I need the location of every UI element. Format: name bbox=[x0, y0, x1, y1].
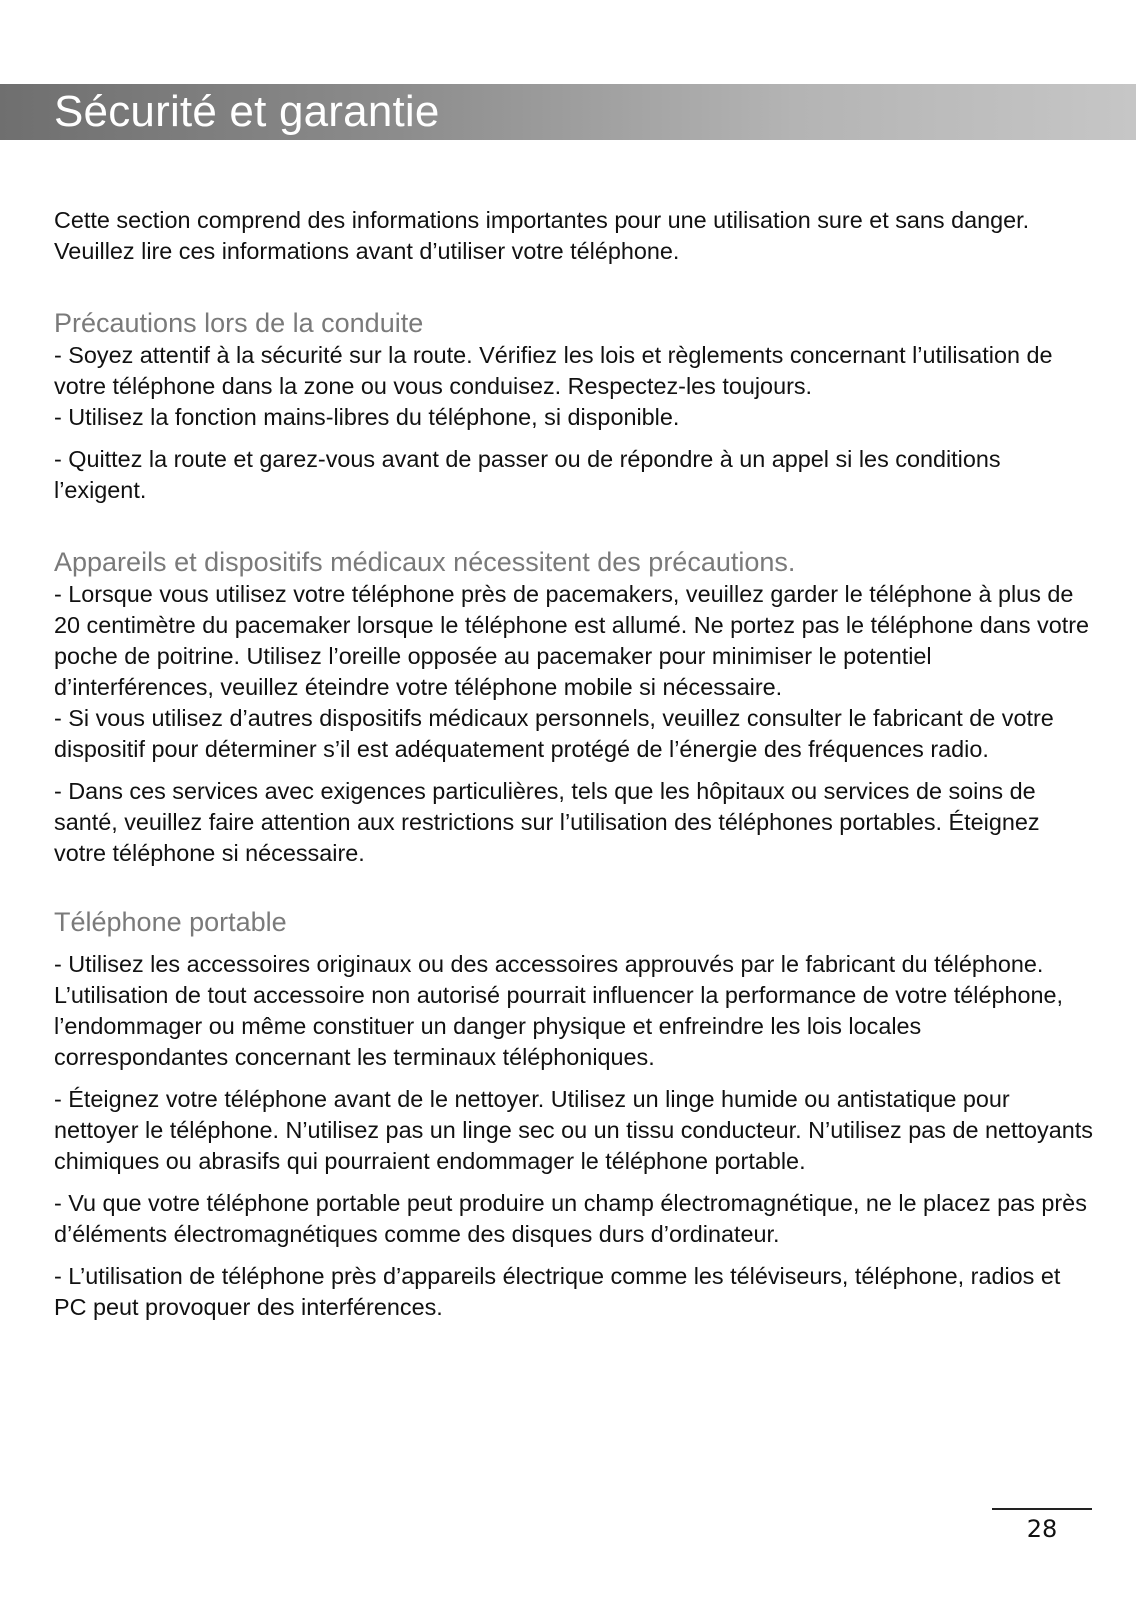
section-heading-medical: Appareils et dispositifs médicaux nécessitent des précautions. bbox=[54, 547, 796, 577]
driving-paragraph-3: - Quittez la route et garez-vous avant de passer ou de répondre à un appel si les conditions l’exigent. bbox=[54, 446, 1001, 503]
page-footer bbox=[992, 1508, 1092, 1544]
phone-paragraph-4: - L’utilisation de téléphone près d’appareils électrique comme les téléviseurs, téléphone, radios et PC peut provoquer des interférences. bbox=[54, 1263, 1061, 1320]
medical-paragraph-2: - Si vous utilisez d’autres dispositifs médicaux personnels, veuillez consulter le fabricant de votre dispositif pour déterminer s’il est adéquatement protégé de l’énergie des fréquences radio. bbox=[54, 705, 1054, 762]
phone-paragraph-1: - Utilisez les accessoires originaux ou des accessoires approuvés par le fabricant du téléphone. L’utilisation de tout accessoire non autorisé pourrait influencer la performance de votre téléphone, l’endommager ou même constituer un danger physique et enfreindre les lois locales correspondantes concernant les terminaux téléphoniques. bbox=[54, 951, 1064, 1070]
medical-paragraph-1: - Lorsque vous utilisez votre téléphone près de pacemakers, veuillez garder le téléphone à plus de 20 centimètre du pacemaker lorsque le téléphone est allumé. Ne portez pas le téléphone dans votre poche de poitrine. Utilisez l’oreille opposée au pacemaker pour minimiser le potentiel d’interférences, veuillez éteindre votre téléphone mobile si nécessaire. bbox=[54, 581, 1090, 700]
section-heading-driving: Précautions lors de la conduite bbox=[54, 308, 424, 338]
page-title: Sécurité et garantie bbox=[54, 87, 440, 136]
content bbox=[54, 205, 1094, 1323]
phone-paragraph-3: - Vu que votre téléphone portable peut produire un champ électromagnétique, ne le placez pas près d’éléments électromagnétiques comme des disques durs d’ordinateur. bbox=[54, 1190, 1087, 1247]
page-number: 28 bbox=[1026, 1515, 1058, 1543]
phone-paragraph-2: - Éteignez votre téléphone avant de le nettoyer. Utilisez un linge humide ou antistatique pour nettoyer le téléphone. N’utilisez pas un linge sec ou un tissu conducteur. N’utilisez pas de nettoyants chimiques ou abrasifs qui pourraient endommager le téléphone portable. bbox=[54, 1086, 1093, 1174]
driving-paragraph-2: - Utilisez la fonction mains-libres du téléphone, si disponible. bbox=[54, 404, 680, 430]
medical-paragraph-3: - Dans ces services avec exigences particulières, tels que les hôpitaux ou services de soins de santé, veuillez faire attention aux restrictions sur l’utilisation des téléphones portables. Éteignez votre téléphone si nécessaire. bbox=[54, 778, 1040, 866]
driving-paragraph-1: - Soyez attentif à la sécurité sur la route. Vérifiez les lois et règlements concernant l’utilisation de votre téléphone dans la zone ou vous conduisez. Respectez-les toujours. bbox=[54, 342, 1053, 399]
section-heading-phone: Téléphone portable bbox=[54, 907, 287, 937]
intro-paragraph: Cette section comprend des informations importantes pour une utilisation sure et sans danger. Veuillez lire ces informations avant d’utiliser votre téléphone. bbox=[54, 207, 1030, 264]
title-bar bbox=[0, 84, 1136, 140]
